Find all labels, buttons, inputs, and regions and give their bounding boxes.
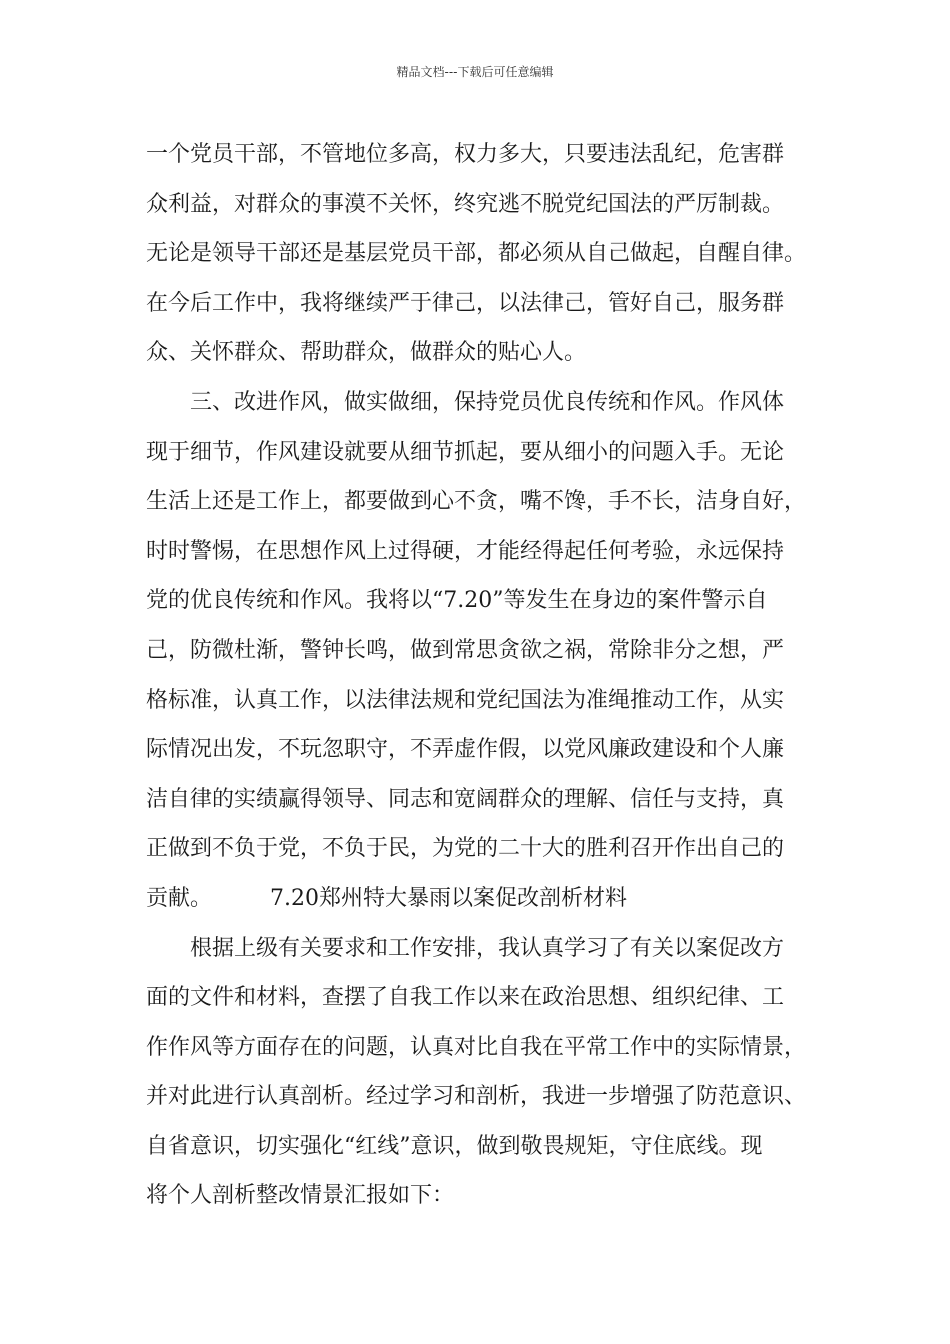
text-line: 无论是领导干部还是基层党员干部，都必须从自己做起，自醒自律。 — [146, 241, 807, 267]
text-line: 将个人剖析整改情景汇报如下： — [146, 1183, 455, 1209]
text-line: 格标准，认真工作，以法律法规和党纪国法为准绳推动工作，从实 — [146, 687, 785, 713]
text-line: 生活上还是工作上，都要做到心不贪，嘴不馋，手不长，洁身自好， — [146, 489, 807, 515]
text-line: 并对此进行认真剖析。经过学习和剖析，我进一步增强了防范意识、 — [146, 1084, 807, 1110]
paragraph-end-text: 贡献。 — [146, 885, 213, 911]
text-line: 时时警惕，在思想作风上过得硬，才能经得起任何考验，永远保持 — [146, 538, 785, 564]
text-line: 现于细节，作风建设就要从细节抓起，要从细小的问题入手。无论 — [146, 439, 785, 465]
text-line: 自省意识，切实强化“红线”意识，做到敬畏规矩，守住底线。现 — [146, 1133, 763, 1159]
text-line: 众利益，对群众的事漠不关怀，终究逃不脱党纪国法的严厉制裁。 — [146, 191, 785, 217]
document-body — [146, 130, 836, 1221]
text-line: 在今后工作中，我将继续严于律己，以法律己，管好自己，服务群 — [146, 290, 785, 316]
paragraph-start-line: 根据上级有关要求和工作安排，我认真学习了有关以案促改方 — [190, 935, 785, 961]
page-header: 精品文档---下载后可任意编辑 — [396, 65, 554, 79]
text-line: 际情况出发，不玩忽职守，不弄虚作假，以党风廉政建设和个人廉 — [146, 737, 785, 763]
text-line: 面的文件和材料，查摆了自我工作以来在政治思想、组织纪律、工 — [146, 985, 785, 1011]
text-line: 党的优良传统和作风。我将以“7.20”等发生在身边的案件警示自 — [146, 588, 768, 614]
text-line: 作作风等方面存在的问题，认真对比自我在平常工作中的实际情景， — [146, 1034, 807, 1060]
section-title: 7.20郑州特大暴雨以案促改剖析材料 — [270, 885, 628, 911]
text-line: 正做到不负于党，不负于民，为党的二十大的胜利召开作出自己的 — [146, 836, 785, 862]
text-line-with-heading — [146, 874, 836, 924]
paragraph-start-line: 三、改进作风，做实做细，保持党员优良传统和作风。作风体 — [190, 389, 785, 415]
text-line: 己，防微杜渐，警钟长鸣，做到常思贪欲之祸，常除非分之想，严 — [146, 637, 785, 663]
text-line: 洁自律的实绩赢得领导、同志和宽阔群众的理解、信任与支持，真 — [146, 786, 785, 812]
text-line: 众、关怀群众、帮助群众，做群众的贴心人。 — [146, 340, 587, 366]
text-line: 一个党员干部，不管地位多高，权力多大，只要违法乱纪，危害群 — [146, 142, 785, 167]
